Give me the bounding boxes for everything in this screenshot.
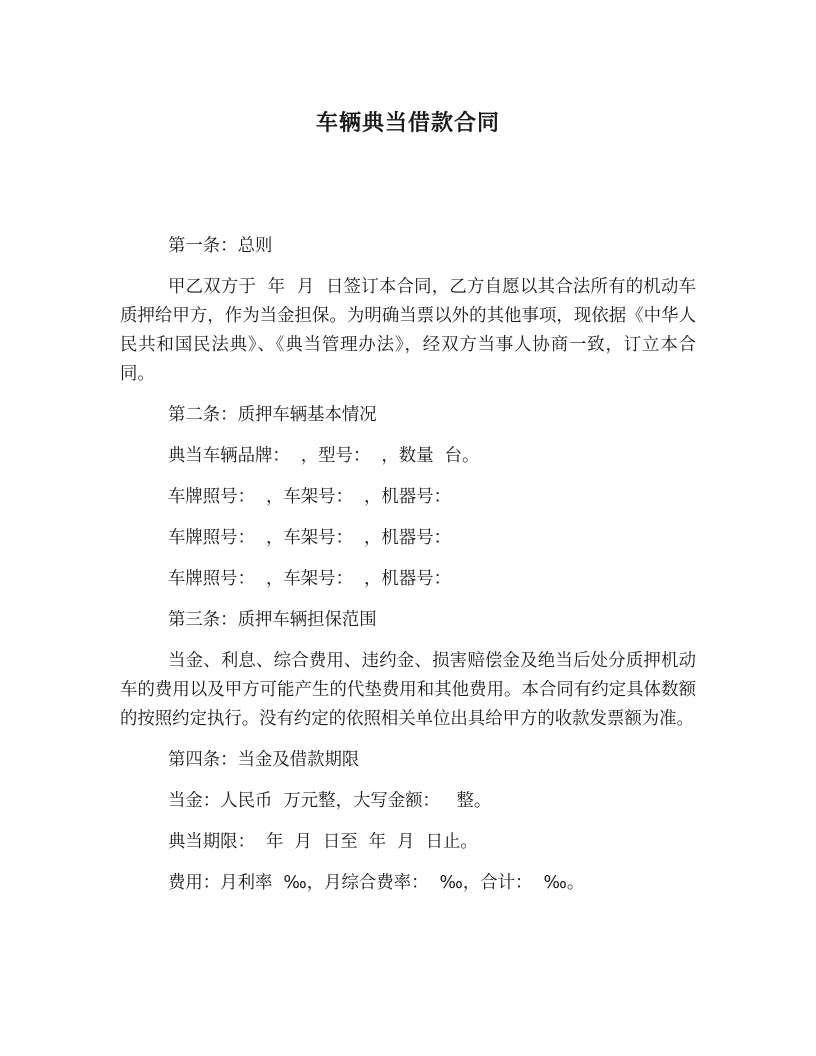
- pawn-amount-line: 当金：人民币 万元整，大写金额： 整。: [168, 791, 492, 811]
- article-1-text: 甲乙双方于 年 月 日签订本合同，乙方自愿以其合法所有的机动车质押给甲方，作为当金担保。为明确当票以外的其他事项，现依据《中华人民共和国民法典》、《典当管理办法》，经双方当事人协商一致，订立本合同。: [120, 277, 696, 384]
- plate-number-line-2: 车牌照号： ，车架号： ，机器号：: [168, 528, 451, 548]
- fees-line: 费用：月利率 ‰，月综合费率： ‰，合计： ‰。: [168, 873, 585, 893]
- plate-number-line-1: 车牌照号： ，车架号： ，机器号：: [168, 487, 451, 507]
- article-3-text: 当金、利息、综合费用、违约金、损害赔偿金及绝当后处分质押机动车的费用以及甲方可能产生的代垫费用和其他费用。本合同有约定具体数额的按照约定执行。没有约定的依照相关单位出具给甲方的收款发票额为准。: [120, 651, 696, 729]
- article-1-heading: 第一条：总则: [168, 236, 273, 256]
- article-3-heading: 第三条：质押车辆担保范围: [168, 610, 377, 630]
- article-4-heading: 第四条：当金及借款期限: [168, 750, 360, 770]
- plate-number-line-3: 车牌照号： ，车架号： ，机器号：: [168, 569, 451, 589]
- vehicle-brand-line: 典当车辆品牌： ，型号： ，数量 台。: [168, 446, 480, 466]
- article-2-heading: 第二条：质押车辆基本情况: [168, 405, 377, 425]
- document-title: 车辆典当借款合同: [315, 111, 500, 136]
- pawn-period-line: 典当期限： 年 月 日至 年 月 日止。: [168, 832, 478, 852]
- document-body: [120, 232, 696, 910]
